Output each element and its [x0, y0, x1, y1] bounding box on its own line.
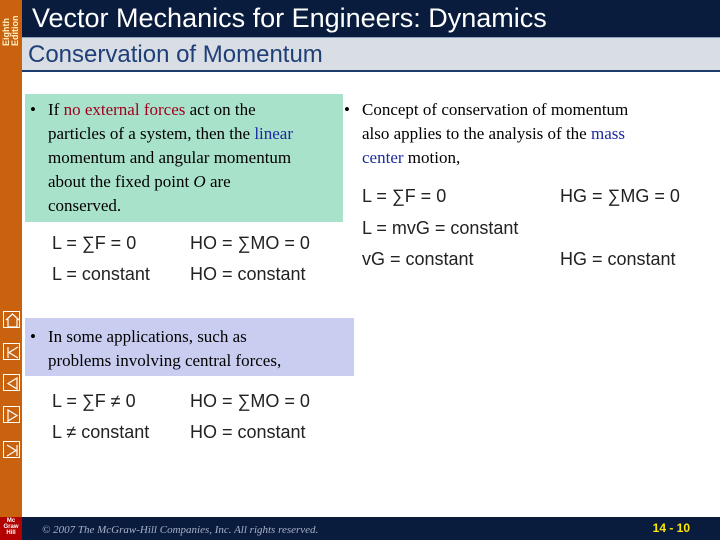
bullet-text: [48, 98, 293, 218]
equation-velocity-constant: vG = constant: [362, 249, 474, 269]
bullet-text: [362, 98, 628, 170]
text-run: conserved.: [48, 196, 122, 215]
text-run: O: [193, 172, 206, 191]
sidebar: [0, 0, 22, 540]
text-run: In some applications, such as: [48, 327, 247, 346]
bullet-mass-center: [344, 98, 704, 172]
equation-mass-center-momentum: L = mvG = constant: [362, 218, 519, 238]
text-run: are: [205, 172, 231, 191]
text-highlight: center: [362, 148, 404, 167]
equation-linear-rate: L = ∑F = 0: [52, 233, 137, 253]
text-highlight: linear: [254, 124, 294, 143]
footer-bar: [22, 517, 720, 540]
text-run: problems involving central forces,: [48, 351, 282, 370]
equation-angular-rate-central: HO = ∑MO = 0: [190, 391, 310, 411]
bullet-dot: •: [30, 327, 36, 346]
equation-angular-constant: HO = constant: [190, 264, 306, 284]
bullet-dot: •: [30, 100, 36, 119]
publisher-logo: Mc Graw Hill: [0, 517, 22, 540]
bullet-no-external-forces: [30, 98, 350, 220]
page-number: 14 - 10: [652, 521, 690, 535]
next-slide-icon[interactable]: [3, 406, 20, 423]
text-run: Concept of conservation of momentum: [362, 100, 629, 119]
equation-mass-center-rate: L = ∑F = 0: [362, 186, 447, 206]
equation-hg-constant: HG = constant: [560, 249, 676, 269]
text-run: about the fixed point: [48, 172, 194, 191]
text-highlight: mass: [590, 124, 625, 143]
previous-slide-icon[interactable]: [3, 374, 20, 391]
text-run: If: [48, 100, 64, 119]
bullet-dot: •: [344, 100, 350, 119]
bullet-central-forces: [30, 325, 350, 375]
equation-angular-rate: HO = ∑MO = 0: [190, 233, 310, 253]
text-run: particles of a system, then the: [48, 124, 255, 143]
last-slide-icon[interactable]: [3, 441, 20, 458]
slide-title: Conservation of Momentum: [28, 41, 323, 68]
course-title: Vector Mechanics for Engineers: Dynamics: [32, 3, 547, 33]
edition-label: Eighth Edition: [1, 15, 20, 46]
equation-angular-constant-central: HO = constant: [190, 422, 306, 442]
bullet-text: [48, 325, 281, 373]
text-run: motion,: [403, 148, 461, 167]
home-icon[interactable]: [3, 311, 20, 328]
slide-title-bar: [22, 38, 720, 72]
equation-hg-rate: HG = ∑MG = 0: [560, 186, 680, 206]
text-run: act on the: [185, 100, 256, 119]
first-slide-icon[interactable]: [3, 343, 20, 360]
equation-linear-not-constant: L ≠ constant: [52, 422, 150, 442]
text-highlight: no external forces: [63, 100, 186, 119]
header-bar: [22, 0, 720, 38]
copyright-notice: © 2007 The McGraw-Hill Companies, Inc. All rights reserved.: [42, 524, 319, 536]
text-run: also applies to the analysis of the: [362, 124, 591, 143]
text-run: momentum and angular momentum: [48, 148, 292, 167]
equation-linear-constant: L = constant: [52, 264, 150, 284]
equation-linear-nonzero: L = ∑F ≠ 0: [52, 391, 136, 411]
